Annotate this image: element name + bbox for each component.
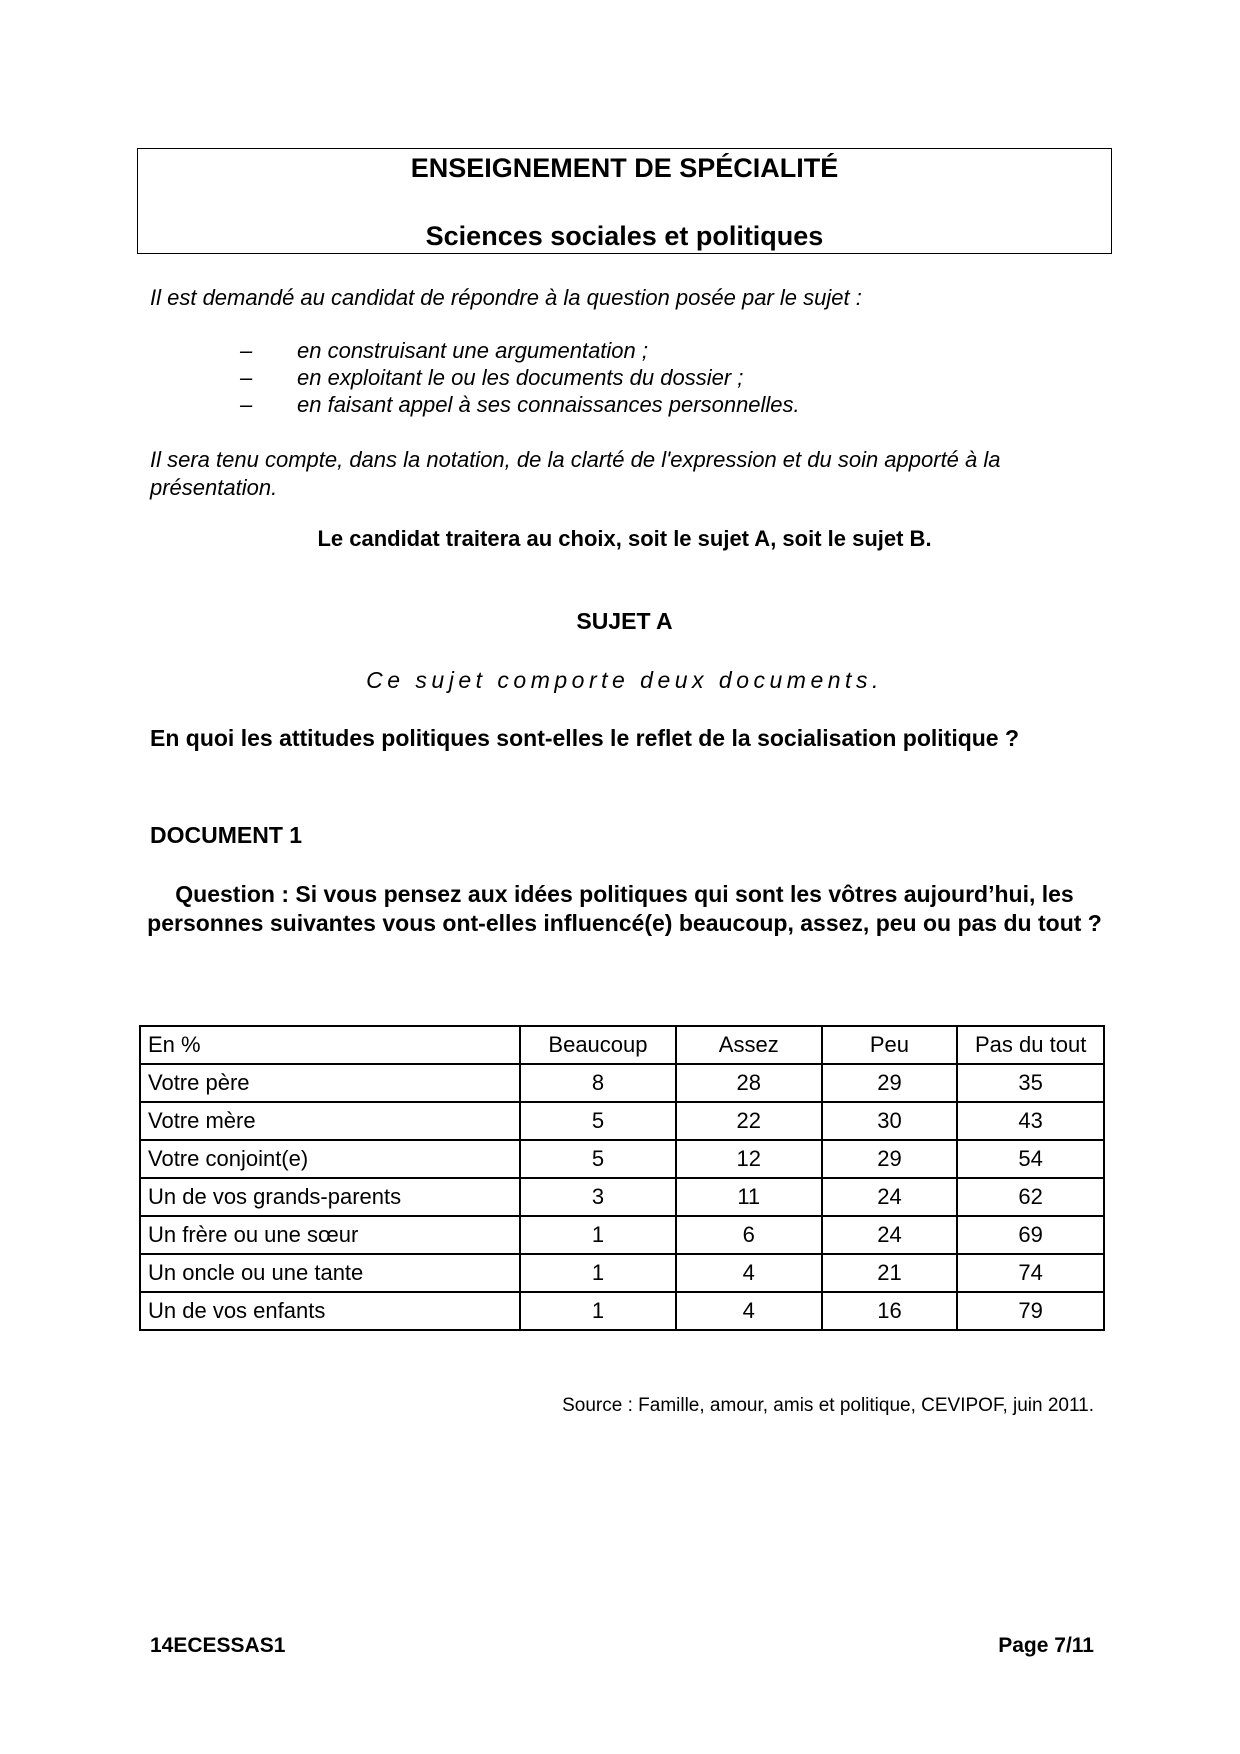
table-cell: Votre conjoint(e): [140, 1140, 520, 1178]
table-row: [140, 1216, 1104, 1254]
bullet-text: en faisant appel à ses connaissances personnelles.: [297, 392, 800, 417]
table-row: [140, 1102, 1104, 1140]
table-source: Source : Famille, amour, amis et politique, CEVIPOF, juin 2011.: [562, 1395, 1094, 1416]
table-row: [140, 1254, 1104, 1292]
table-cell: Un de vos grands-parents: [140, 1178, 520, 1216]
table-header: Beaucoup: [520, 1026, 676, 1064]
bullet-text: en construisant une argumentation ;: [297, 338, 649, 363]
table-cell: 4: [676, 1254, 822, 1292]
bullet-dash: –: [240, 392, 253, 417]
table-cell: 4: [676, 1292, 822, 1330]
document-label: DOCUMENT 1: [150, 822, 303, 848]
bullet-text: en exploitant le ou les documents du dossier ;: [297, 365, 744, 390]
table-cell: 16: [822, 1292, 958, 1330]
table-cell: 29: [822, 1064, 958, 1102]
table-header: Peu: [822, 1026, 958, 1064]
table-cell: 28: [676, 1064, 822, 1102]
instructions-note: Il sera tenu compte, dans la notation, de la clarté de l'expression et du soin apporté à la présentation.: [150, 447, 1001, 500]
table-cell: 1: [520, 1292, 676, 1330]
bullet-dash: –: [240, 365, 253, 390]
sujet-description: Ce sujet comporte deux documents.: [366, 667, 883, 693]
table-cell: 43: [957, 1102, 1104, 1140]
table-cell: Votre mère: [140, 1102, 520, 1140]
footer-code: 14ECESSAS1: [150, 1634, 286, 1657]
table-header-row: [140, 1026, 1104, 1064]
table-cell: 12: [676, 1140, 822, 1178]
table-cell: 1: [520, 1216, 676, 1254]
table-cell: Un de vos enfants: [140, 1292, 520, 1330]
document-question: Question : Si vous pensez aux idées politiques qui sont les vôtres aujourd’hui, les personnes suivantes vous ont-elles influencé(e) beaucoup, assez, peu ou pas du tout ?: [147, 881, 1102, 936]
table-cell: 35: [957, 1064, 1104, 1102]
table-cell: 3: [520, 1178, 676, 1216]
choice-statement: Le candidat traitera au choix, soit le sujet A, soit le sujet B.: [317, 526, 932, 551]
table-cell: Un frère ou une sœur: [140, 1216, 520, 1254]
bullet-dash: –: [240, 338, 253, 363]
table-cell: 30: [822, 1102, 958, 1140]
page-title: ENSEIGNEMENT DE SPÉCIALITÉ: [410, 153, 839, 183]
table-header: En %: [140, 1026, 520, 1064]
table-header: Pas du tout: [957, 1026, 1104, 1064]
table-cell: 5: [520, 1140, 676, 1178]
table-row: [140, 1292, 1104, 1330]
page-number: Page 7/11: [998, 1634, 1094, 1657]
table-cell: Un oncle ou une tante: [140, 1254, 520, 1292]
table-header: Assez: [676, 1026, 822, 1064]
table-row: [140, 1140, 1104, 1178]
sujet-label: SUJET A: [576, 608, 673, 634]
table-cell: 74: [957, 1254, 1104, 1292]
table-cell: 11: [676, 1178, 822, 1216]
table-cell: 22: [676, 1102, 822, 1140]
table-cell: 5: [520, 1102, 676, 1140]
sujet-question: En quoi les attitudes politiques sont-elles le reflet de la socialisation politique ?: [150, 725, 1020, 751]
influence-table: [139, 1025, 1105, 1331]
table-cell: 79: [957, 1292, 1104, 1330]
table-cell: 1: [520, 1254, 676, 1292]
table-cell: 54: [957, 1140, 1104, 1178]
table-cell: 69: [957, 1216, 1104, 1254]
table-cell: 6: [676, 1216, 822, 1254]
table-row: [140, 1064, 1104, 1102]
table-row: [140, 1178, 1104, 1216]
table-cell: 24: [822, 1178, 958, 1216]
table-cell: Votre père: [140, 1064, 520, 1102]
table-cell: 29: [822, 1140, 958, 1178]
page-subtitle: Sciences sociales et politiques: [425, 221, 824, 251]
instructions-intro: Il est demandé au candidat de répondre à la question posée par le sujet :: [150, 285, 862, 310]
table-cell: 8: [520, 1064, 676, 1102]
table-cell: 21: [822, 1254, 958, 1292]
table-cell: 24: [822, 1216, 958, 1254]
table-cell: 62: [957, 1178, 1104, 1216]
